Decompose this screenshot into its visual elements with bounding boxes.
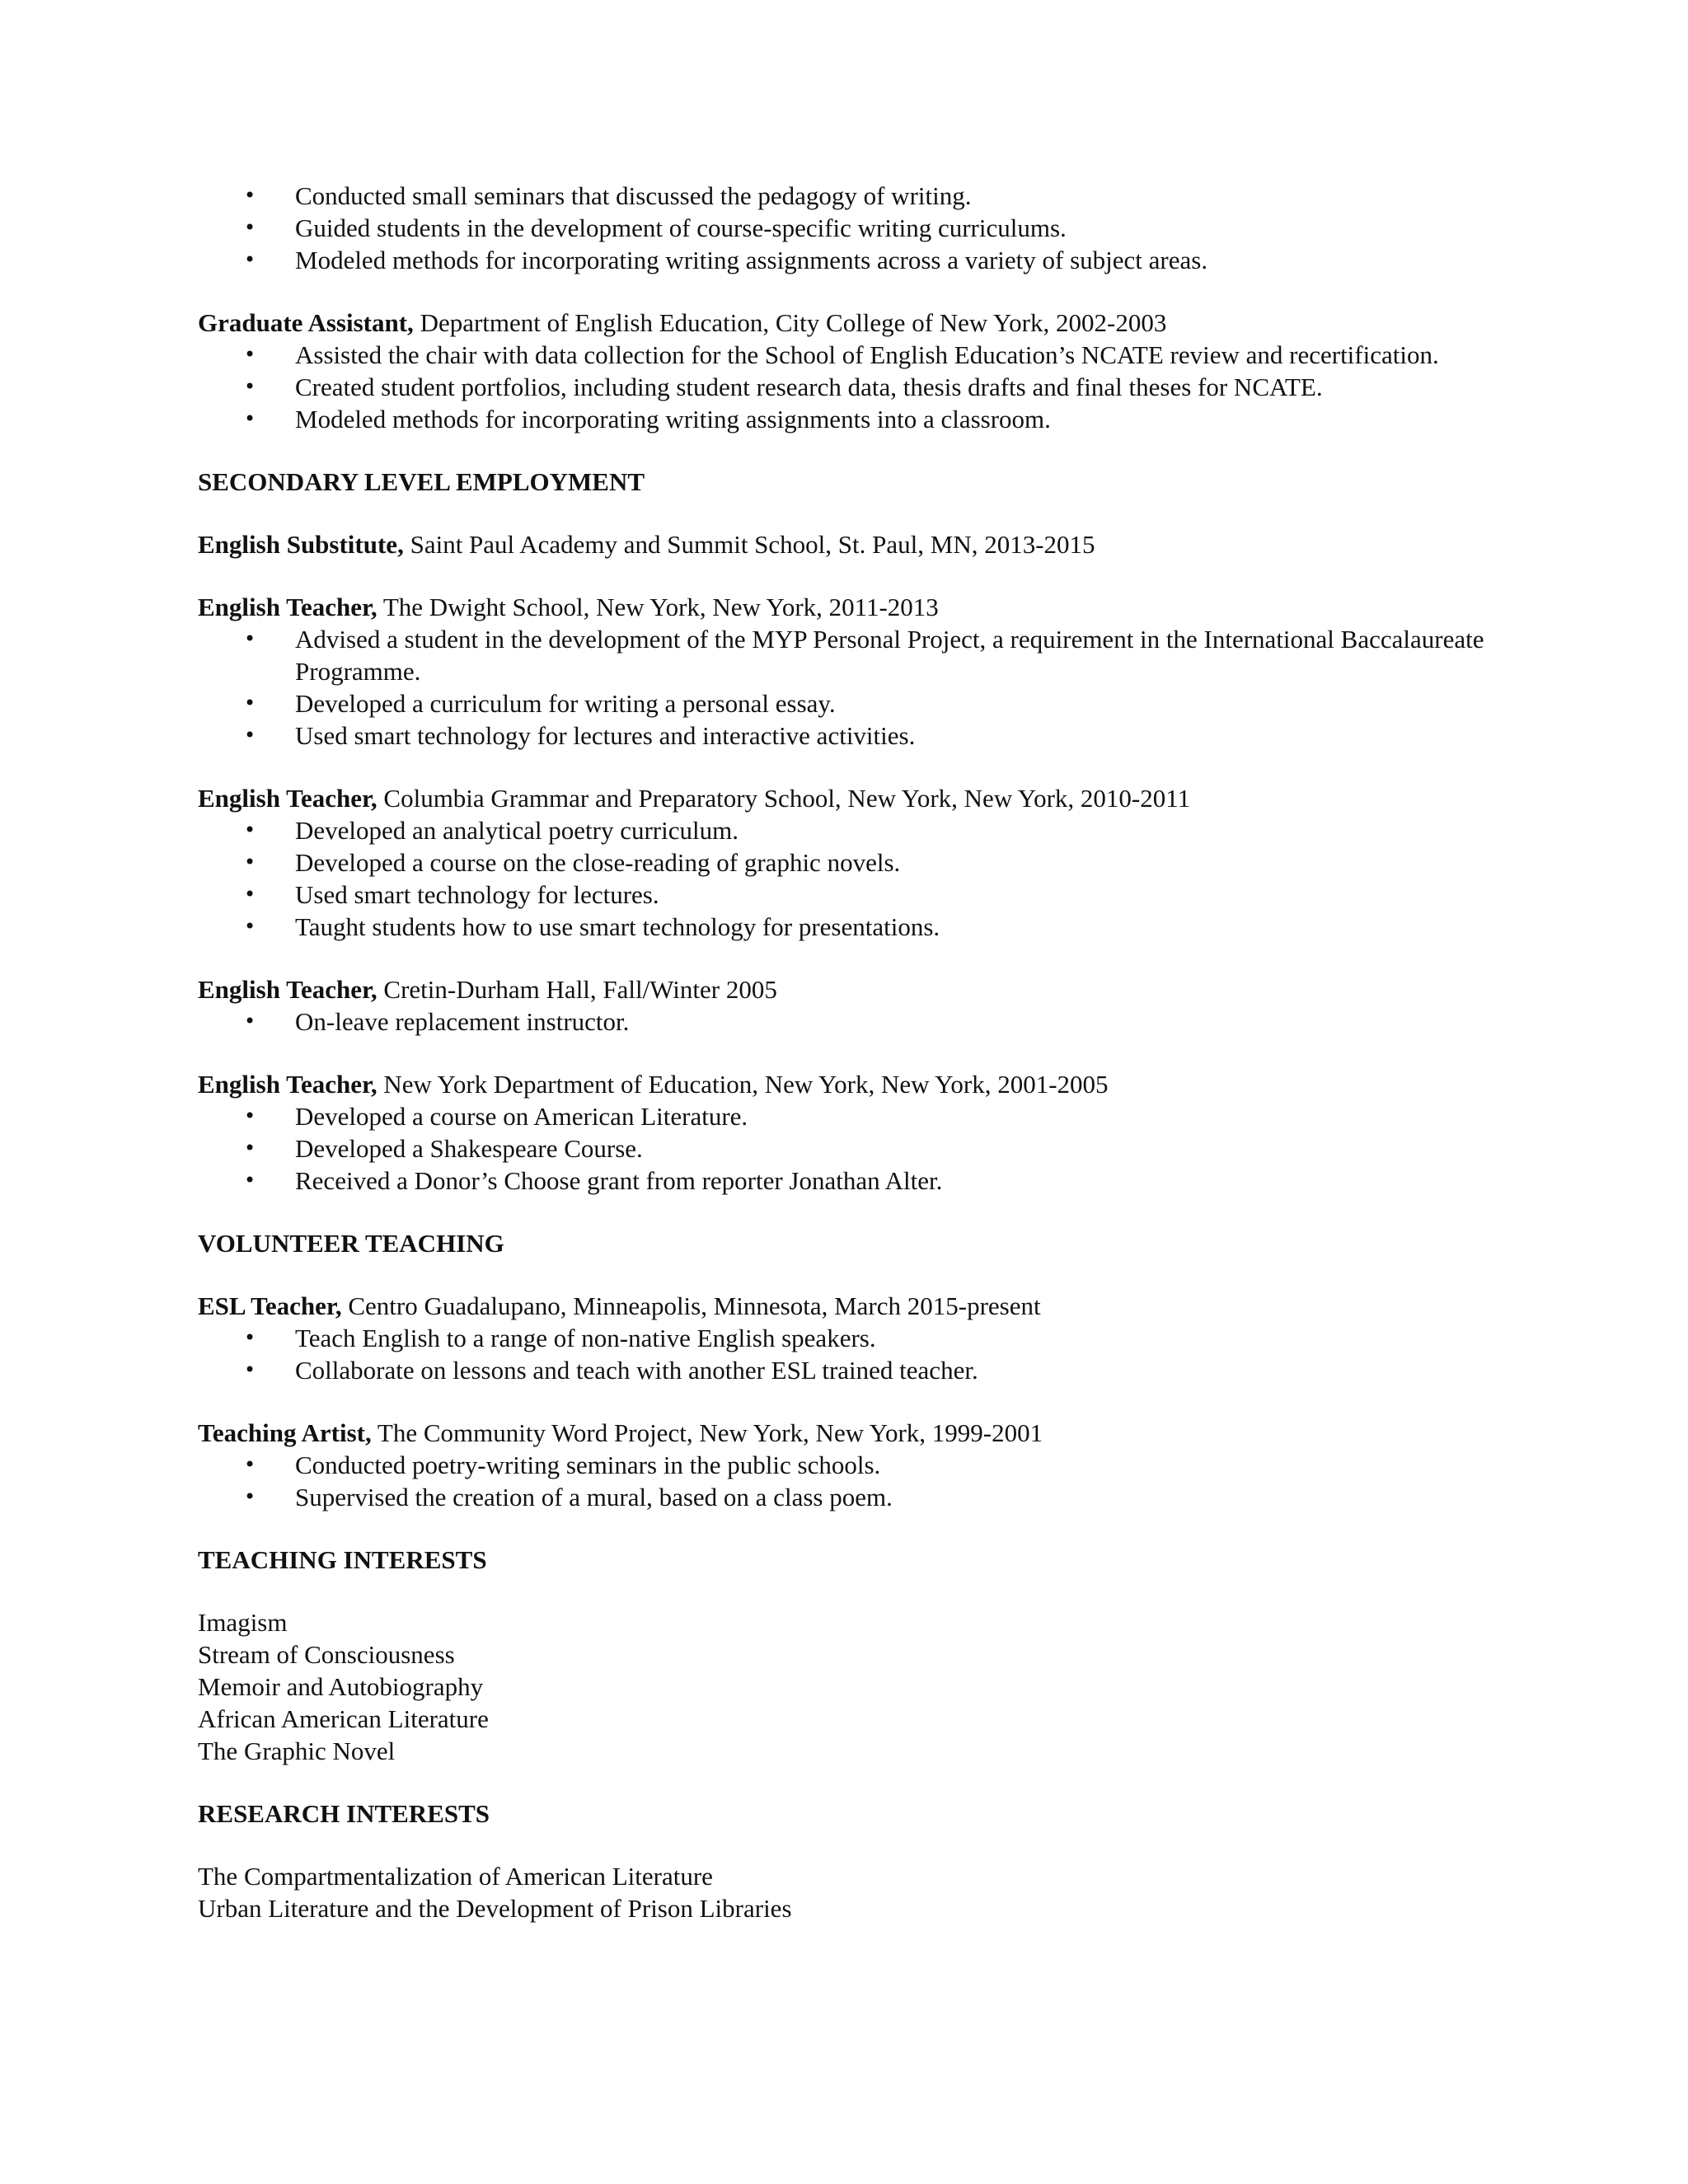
interest-item: Memoir and Autobiography	[198, 1672, 484, 1701]
bullet-icon: •	[244, 248, 256, 271]
bullet-icon: •	[244, 915, 256, 938]
job-esl-teacher	[198, 1290, 1533, 1386]
section-heading-volunteer: VOLUNTEER TEACHING	[198, 1229, 504, 1258]
bullet-icon: •	[244, 1010, 256, 1033]
job-details: Cretin-Durham Hall, Fall/Winter 2005	[377, 975, 777, 1004]
job-bullet-list	[198, 339, 1533, 435]
job-details: Department of English Education, City College of New York, 2002-2003	[413, 308, 1167, 337]
intro-bullet-list	[198, 180, 1533, 276]
job-header	[198, 528, 1533, 560]
job-columbia-grammar	[198, 782, 1533, 943]
bullet-icon: •	[244, 851, 256, 874]
bullet-item: • Advised a student in the development of the MYP Personal Project, a requirement in the International Baccalaureate Programme.	[244, 625, 1484, 686]
interest-item: The Compartmentalization of American Literature	[198, 1862, 713, 1891]
bullet-item: • Used smart technology for lectures and interactive activities.	[244, 721, 916, 750]
bullet-item: • Developed a course on the close-reading of graphic novels.	[244, 848, 901, 877]
bullet-icon: •	[244, 184, 256, 207]
interest-item: Stream of Consciousness	[198, 1640, 455, 1669]
bullet-item: • Conducted small seminars that discussed the pedagogy of writing.	[244, 181, 972, 210]
interest-item: African American Literature	[198, 1704, 489, 1733]
job-title: English Teacher,	[198, 593, 377, 621]
job-header	[198, 1290, 1533, 1322]
interest-item: Imagism	[198, 1608, 288, 1637]
job-title: Graduate Assistant,	[198, 308, 414, 337]
job-title: English Teacher,	[198, 1070, 377, 1099]
bullet-item: • Assisted the chair with data collection for the School of English Education’s NCATE review and recertification.	[244, 340, 1439, 369]
interest-item: Urban Literature and the Development of Prison Libraries	[198, 1894, 792, 1923]
bullet-icon: •	[244, 691, 256, 715]
bullet-icon: •	[244, 1326, 256, 1349]
job-graduate-assistant	[198, 307, 1533, 435]
bullet-icon: •	[244, 724, 256, 747]
job-title: English Teacher,	[198, 975, 377, 1004]
job-bullet-list	[198, 1449, 1533, 1513]
bullet-icon: •	[244, 375, 256, 398]
job-header	[198, 782, 1533, 814]
bullet-item: • Collaborate on lessons and teach with another ESL trained teacher.	[244, 1356, 978, 1385]
bullet-icon: •	[244, 1137, 256, 1160]
bullet-icon: •	[244, 216, 256, 239]
bullet-icon: •	[244, 1169, 256, 1192]
job-details: Centro Guadalupano, Minneapolis, Minnesota, March 2015-present	[341, 1291, 1041, 1320]
job-cretin-durham	[198, 973, 1533, 1038]
bullet-icon: •	[244, 1104, 256, 1127]
section-heading-teaching-interests: TEACHING INTERESTS	[198, 1545, 487, 1574]
job-title: ESL Teacher,	[198, 1291, 342, 1320]
bullet-item: • Supervised the creation of a mural, based on a class poem.	[244, 1483, 893, 1511]
bullet-item: • Received a Donor’s Choose grant from reporter Jonathan Alter.	[244, 1166, 943, 1195]
section-heading-secondary: SECONDARY LEVEL EMPLOYMENT	[198, 467, 645, 496]
job-header	[198, 1068, 1533, 1100]
bullet-icon: •	[244, 1453, 256, 1476]
job-bullet-list	[198, 1005, 1533, 1038]
bullet-item: • Conducted poetry-writing seminars in the public schools.	[244, 1451, 881, 1479]
bullet-item: • Developed a Shakespeare Course.	[244, 1134, 643, 1163]
job-details: The Dwight School, New York, New York, 2011-2013	[377, 593, 939, 621]
bullet-item: • Guided students in the development of course-specific writing curriculums.	[244, 213, 1067, 242]
research-interests-list	[198, 1860, 1533, 1924]
bullet-item: • Developed a curriculum for writing a personal essay.	[244, 689, 836, 718]
job-details: Saint Paul Academy and Summit School, St. Paul, MN, 2013-2015	[403, 530, 1095, 559]
job-header	[198, 1417, 1533, 1449]
resume-page	[198, 180, 1533, 1955]
job-header	[198, 591, 1533, 623]
job-details: Columbia Grammar and Preparatory School, New York, New York, 2010-2011	[377, 784, 1191, 813]
bullet-icon: •	[244, 1358, 256, 1381]
bullet-item: • Used smart technology for lectures.	[244, 880, 659, 909]
bullet-item: • Created student portfolios, including student research data, thesis drafts and final theses for NCATE.	[244, 373, 1323, 401]
bullet-item: • Developed a course on American Literature.	[244, 1102, 748, 1131]
bullet-icon: •	[244, 343, 256, 366]
bullet-icon: •	[244, 818, 256, 841]
job-title: Teaching Artist,	[198, 1418, 372, 1447]
bullet-icon: •	[244, 627, 256, 650]
job-header	[198, 973, 1533, 1005]
bullet-icon: •	[244, 407, 256, 430]
intro-block	[198, 180, 1533, 276]
job-bullet-list	[198, 1322, 1533, 1386]
bullet-icon: •	[244, 883, 256, 906]
job-header	[198, 307, 1533, 339]
bullet-item: • Taught students how to use smart technology for presentations.	[244, 912, 940, 941]
job-english-substitute	[198, 528, 1533, 560]
job-bullet-list	[198, 814, 1533, 943]
job-details: New York Department of Education, New York, New York, 2001-2005	[377, 1070, 1109, 1099]
interest-item: The Graphic Novel	[198, 1736, 396, 1765]
job-dwight-school	[198, 591, 1533, 752]
job-title: English Teacher,	[198, 784, 377, 813]
job-details: The Community Word Project, New York, New York, 1999-2001	[371, 1418, 1043, 1447]
job-nyc-doe	[198, 1068, 1533, 1197]
bullet-item: • Modeled methods for incorporating writing assignments across a variety of subject areas.	[244, 246, 1208, 274]
job-bullet-list	[198, 623, 1533, 752]
bullet-item: • On-leave replacement instructor.	[244, 1007, 630, 1036]
section-heading-research-interests: RESEARCH INTERESTS	[198, 1799, 490, 1828]
job-title: English Substitute,	[198, 530, 404, 559]
bullet-item: • Modeled methods for incorporating writing assignments into a classroom.	[244, 405, 1051, 434]
bullet-item: • Developed an analytical poetry curriculum.	[244, 816, 738, 845]
bullet-item: • Teach English to a range of non-native English speakers.	[244, 1324, 876, 1352]
job-teaching-artist	[198, 1417, 1533, 1513]
job-bullet-list	[198, 1100, 1533, 1197]
bullet-icon: •	[244, 1485, 256, 1508]
teaching-interests-list	[198, 1606, 1533, 1767]
